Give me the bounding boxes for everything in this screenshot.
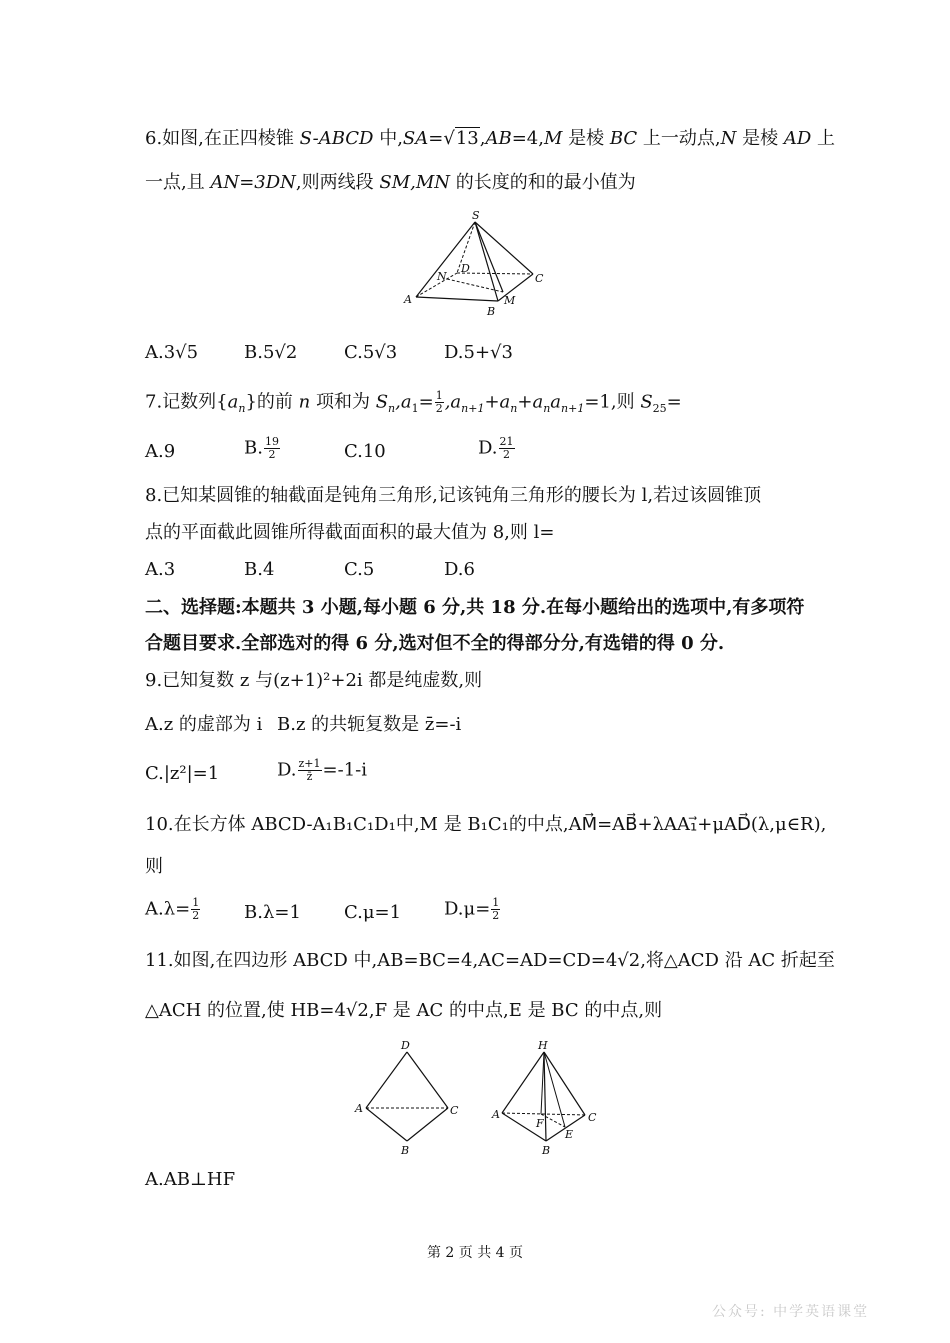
fig2-label-b: B (542, 1144, 551, 1157)
q7-stem: 7.记数列$\{a_n\}$的前 n 项和为 $S_n,a_1=$ $\frac{1}{2}$ $,a_{n+1}+a_n+a_na_{n+1}=1$,则 $S_{25}=$ (145, 389, 682, 416)
q6-option-a: A.3√5 (145, 342, 199, 363)
fig2-label-h: H (538, 1039, 548, 1052)
watermark: 公众号: 中学英语课堂 (712, 1304, 870, 1320)
q10-then: 则 (145, 856, 163, 877)
fig1-label-c: C (450, 1104, 459, 1117)
q10-stem: 10.在长方体 ABCD-A₁B₁C₁D₁中,M 是 B₁C₁的中点,AM⃗=AB⃗+λAA₁⃗+μAD⃗(λ,μ∈R), (145, 814, 827, 835)
q6-line2: 一点,且 AN=3DN,则两线段 SM,MN 的长度的和的最小值为 (145, 172, 636, 193)
q8-option-b: B.4 (244, 559, 275, 580)
q9-option-a: A.z 的虚部为 i (145, 714, 263, 735)
q7-option-d: D. $\frac{21}{2}$ (478, 435, 514, 461)
label-c: C (535, 272, 544, 285)
q7-option-a: A.9 (145, 441, 176, 462)
q8-line1: 8.已知某圆锥的轴截面是钝角三角形,记该钝角三角形的腰长为 l,若过该圆锥顶 (145, 485, 762, 506)
q9-stem: 9.已知复数 z 与(z+1)²+2i 都是纯虚数,则 (145, 670, 483, 691)
q7-option-c: C.10 (344, 441, 386, 462)
q8-option-a: A.3 (145, 559, 176, 580)
q8-option-c: C.5 (344, 559, 375, 580)
label-s: S (472, 209, 480, 222)
q6-line1: 6.如图,在正四棱锥 S-ABCD 中,SA=√13,AB=4,M 是棱 BC 上一动点,N 是棱 AD 上 (145, 128, 836, 149)
q11-line2: △ACH 的位置,使 HB=4√2,F 是 AC 的中点,E 是 BC 的中点,则 (145, 1000, 663, 1021)
q8-line2: 点的平面截此圆锥所得截面面积的最大值为 8,则 l= (145, 522, 555, 543)
q6-option-b: B.5√2 (244, 342, 298, 363)
fig1-label-d: D (401, 1039, 410, 1052)
q9-option-b: B.z 的共轭复数是 z̄=-i (277, 714, 462, 735)
q9-option-c: C.|z²|=1 (145, 763, 220, 784)
q11-folded-figure (488, 1038, 603, 1158)
label-n: N (437, 270, 447, 283)
fig2-label-a: A (492, 1108, 500, 1121)
q10-option-a: A.λ= $\frac{1}{2}$ (145, 896, 200, 922)
q10-option-c: C.μ=1 (344, 902, 402, 923)
q6-option-d: D.5+√3 (444, 342, 513, 363)
q10-option-b: B.λ=1 (244, 902, 301, 923)
q6-pyramid-figure (400, 208, 560, 320)
page-number: 第 2 页 共 4 页 (426, 1245, 524, 1261)
label-b: B (487, 305, 496, 318)
q8-option-d: D.6 (444, 559, 475, 580)
q7-option-b: B. $\frac{19}{2}$ (244, 435, 279, 461)
q10-option-d: D.μ= $\frac{1}{2}$ (444, 896, 500, 922)
fig1-label-b: B (401, 1144, 410, 1157)
section2-line2: 合题目要求.全部选对的得 6 分,选对但不全的得部分分,有选错的得 0 分. (145, 633, 725, 654)
q11-option-a: A.AB⊥HF (145, 1169, 236, 1190)
q11-line1: 11.如图,在四边形 ABCD 中,AB=BC=4,AC=AD=CD=4√2,将△ACD 沿 AC 折起至 (145, 950, 835, 971)
fig2-label-f: F (536, 1117, 544, 1130)
label-m: M (504, 294, 516, 307)
fig2-label-e: E (565, 1128, 574, 1141)
q9-option-d: D. $\frac{z+1}{z̄}$ =-1-i (277, 757, 367, 783)
section2-line1: 二、选择题:本题共 3 小题,每小题 6 分,共 18 分.在每小题给出的选项中,有多项符 (145, 597, 805, 618)
q6-option-c: C.5√3 (344, 342, 398, 363)
fig1-label-a: A (355, 1102, 363, 1115)
q11-quadrilateral-figure (350, 1038, 465, 1158)
label-a: A (404, 293, 412, 306)
fig2-label-c: C (588, 1111, 597, 1124)
label-d: D (461, 262, 470, 275)
